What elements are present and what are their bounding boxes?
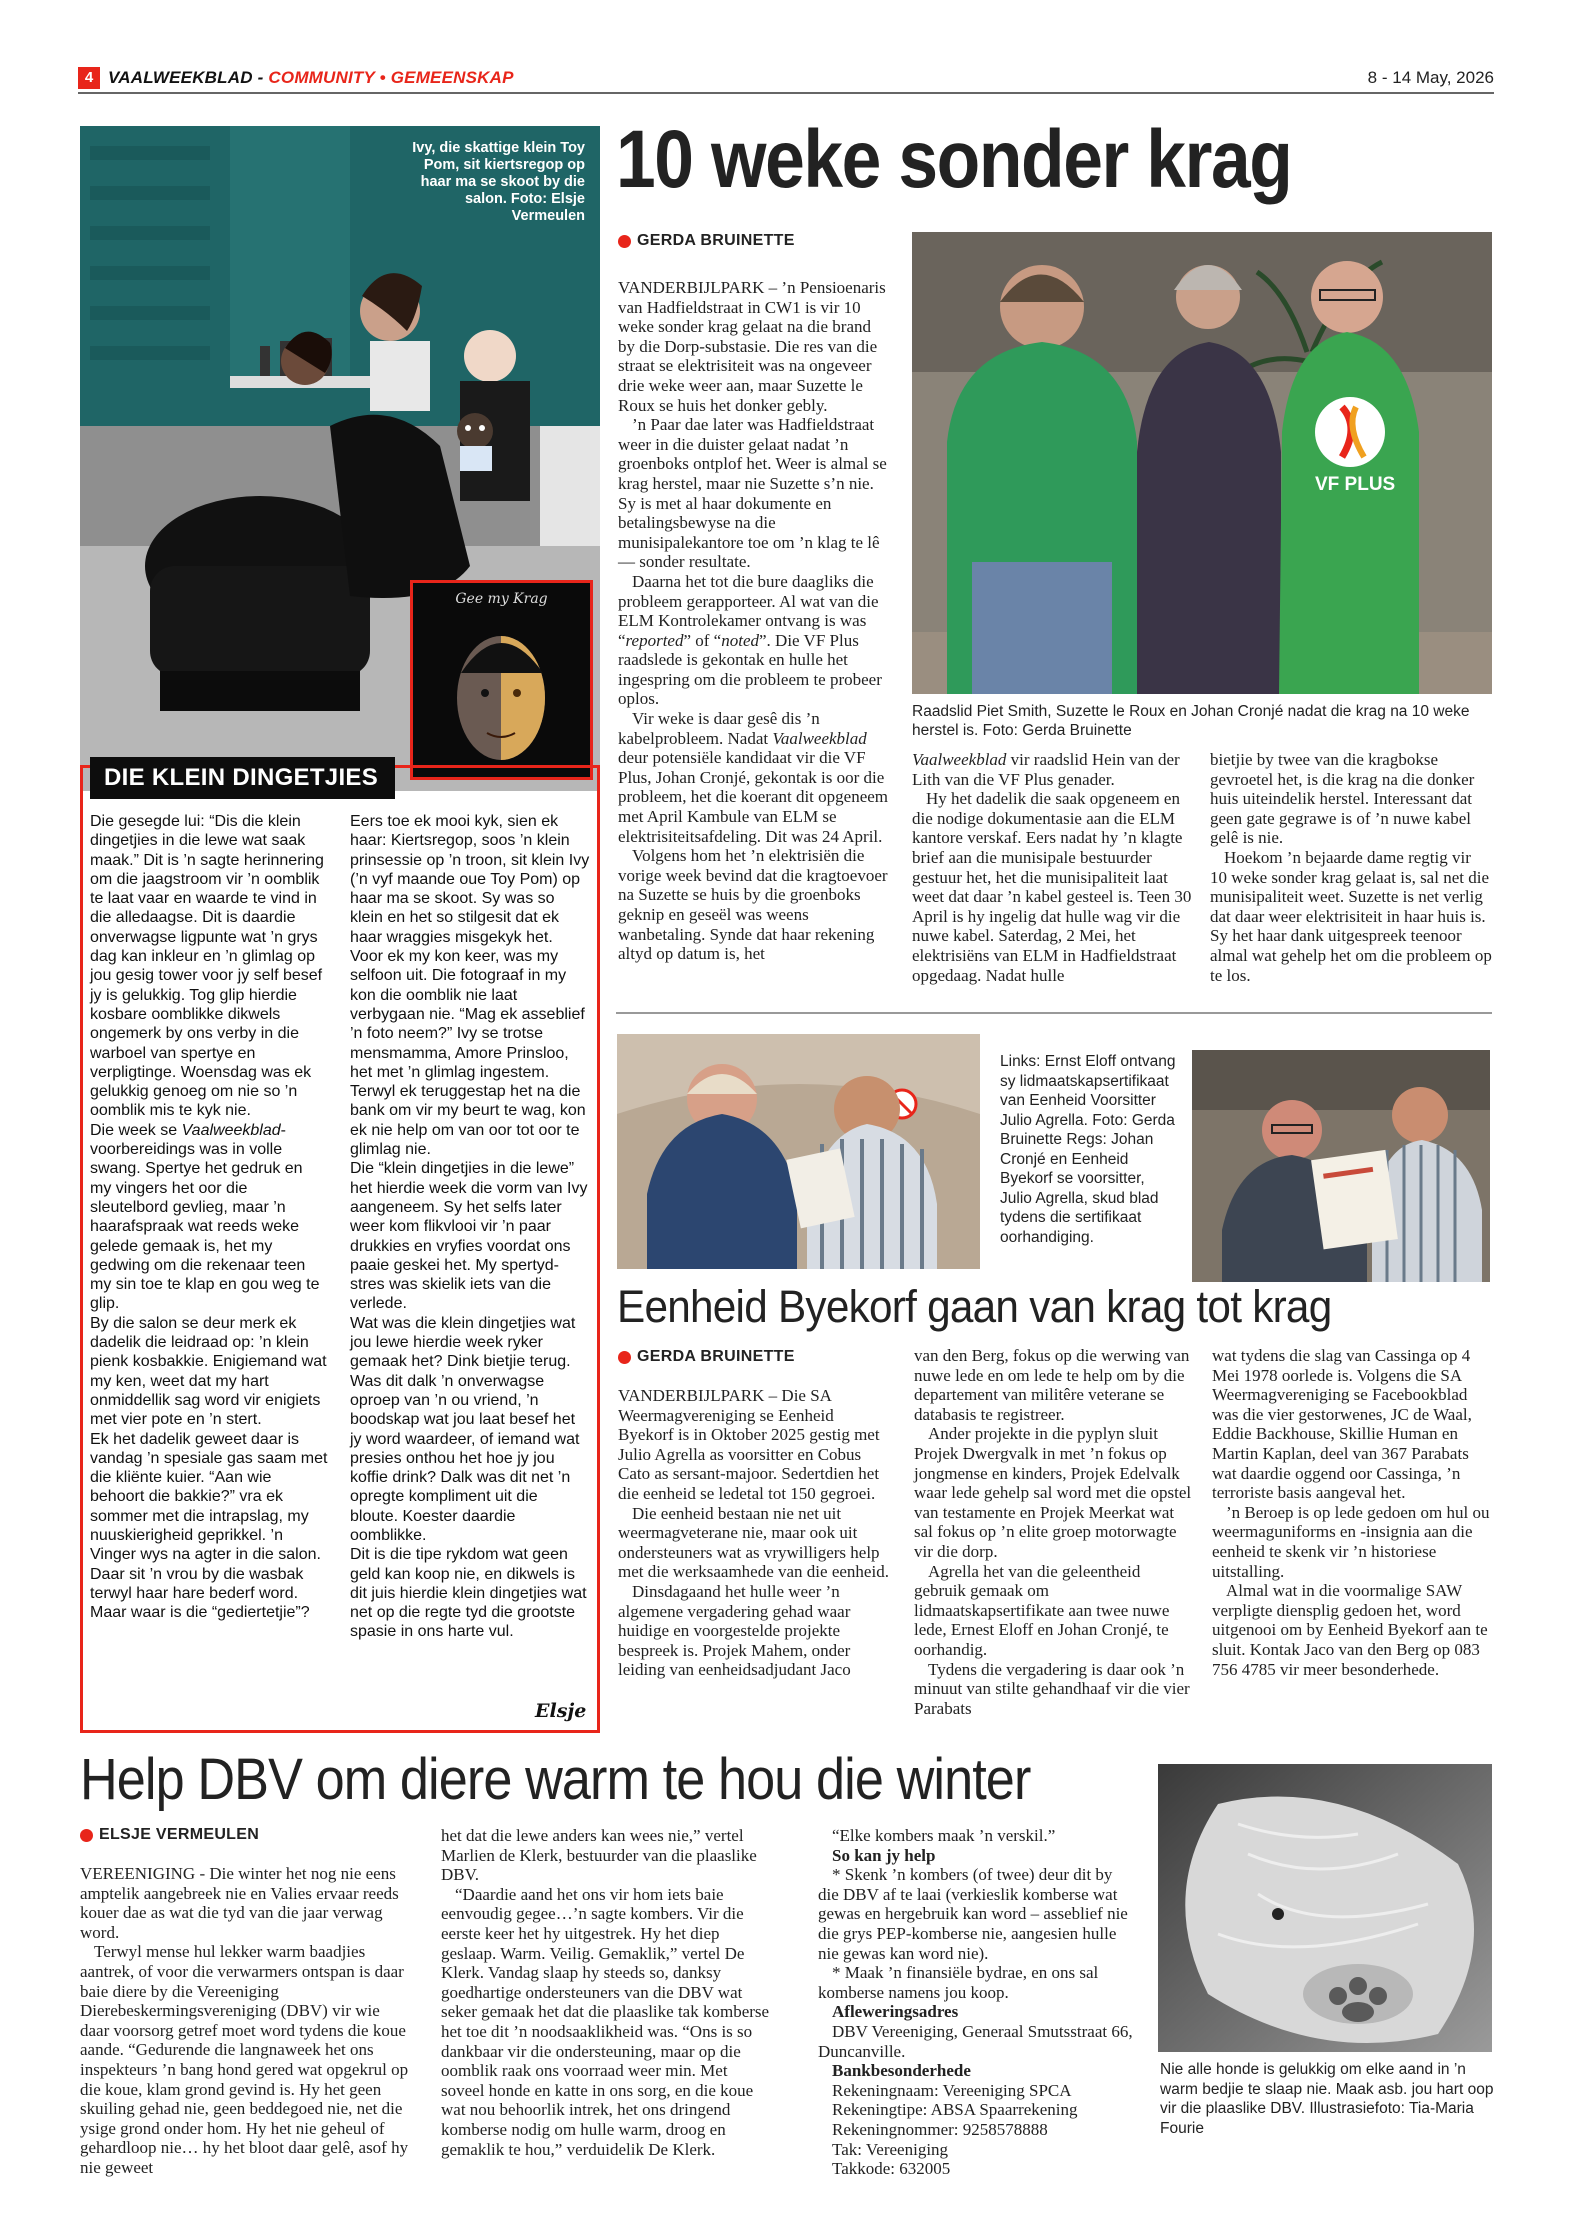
story1-para: VANDERBIJLPARK – ’n Pensioenaris van Hadfieldstraat in CW1 is vir 10 weke sonder krag gelaat na die brand by die Dorp-substasie. Die res van die straat se elektrisiteit was na ongeveer drie weke weer aan, maar Suzette le Roux se huis het donker gebly. [618, 278, 886, 415]
story3-para: VEREENIGING - Die winter het nog nie eens amptelik aangebreek nie en Valies ervaar reeds kouer dae as wat die tyd van die jaar verwag word. [80, 1864, 399, 1942]
column-para: Dit is die tipe rykdom wat geen geld kan koop nie, en dikwels is dit juis hierdie klein dingetjies wat net op die regte tyd die grootste spasie in ons harte vul. [350, 1546, 587, 1641]
story3-para: het dat die lewe anders kan wees nie,” vertel Marlien de Klerk, bestuurder van die plaaslike DBV. [441, 1826, 757, 1885]
story3-para: * Skenk ’n kombers (of twee) deur dit by die DBV af te laai (verkieslik komberse wat gewas en hergebruik kan word – asseblief nie die grys PEP-komberse nie, aangesien hulle nie gewas kan word nie). [818, 1865, 1128, 1963]
bank-detail: Rekeningnommer: 9258578888 [832, 2119, 1048, 2139]
story3-byline: ELSJE VERMEULEN [80, 1826, 259, 1844]
salon-photo-caption: Ivy, die skattige klein Toy Pom, sit kiertsregop op haar ma se skoot by die salon. Foto: Elsje Vermeulen [412, 140, 585, 224]
column-para: Wat was die klein dingetjies wat jou lewe hierdie week ryker gemaak het? Dink bietjie terug. Was dit dalk ’n onverwagse oproep van ’n ou vriend, ’n boodskap wat jou laat besef het jy word waardeer, of iemand wat presies onthou het hoe jy jou koffie drink? Dalk was dit net ’n opregte kompliment uit die bloute. Koester daardie oomblikke. [350, 1314, 580, 1544]
story1-col2 [912, 750, 1192, 985]
dog-photo [1158, 1764, 1492, 2052]
story2-para: wat tydens die slag van Cassinga op 4 Mei 1978 oorlede is. Volgens die SA Weermagvereniging se Facebookblad was die vier gestorwenes, JC de Waal, Eddie Backhouse, Skillie Human en Martin Kaplan, deel van 367 Parabats wat daardie oggend oor Cassinga, ’n terroriste basis aangeval het. [1212, 1346, 1472, 1503]
column-para: Daar sit ’n vrou by die wasbak terwyl haar hare bederf word. Maar waar is die “gediertetjie”? [90, 1565, 310, 1622]
story2-para: Almal wat in die voormalige SAW verpligte diensplig gedoen het, word uitgenooi om by Eenheid Byekorf aan te sluit. Kontak Jaco van den Berg op 083 756 4785 vir meer besonderhede. [1212, 1581, 1488, 1679]
byline-dot-icon [80, 1829, 93, 1842]
story3-subhead: Bankbesonderhede [832, 2061, 971, 2081]
story2-photo-caption: Links: Ernst Eloff ontvang sy lidmaatskapsertifikaat van Eenheid Voorsitter Julio Agrella. Foto: Gerda Bruinette Regs: Johan Cronjé en Eenheid Byekorf se voorsitter, Julio Agrella, skud blad tydens die sertifikaat oorhandiging. [1000, 1053, 1176, 1246]
story1-col1 [618, 278, 890, 964]
story2-para: Dinsdagaand het hulle weer ’n algemene vergadering gehad waar huidige en voorgestelde projekte bespreek is. Projek Mahem, onder leiding van eenheidsadjudant Jaco [618, 1581, 851, 1680]
column-text-2 [350, 812, 590, 1642]
column-para: By die salon se deur merk ek dadelik die leidraad op: ’n klein pienk kosbakkie. Enigiemand wat my ken, weet dat my hart onmiddellik sag word vir enigiets met vier pote en ’n stert. [90, 1314, 327, 1429]
column-para: Die “klein dingetjies in die lewe” het hierdie week die vorm van Ivy aangeneem. Sy het selfs later weer kom flikvlooi vir ’n paar drukkies en vryfies voordat ons paaie geskei het. My spertyd-stres was skielik iets van die verlede. [350, 1160, 588, 1313]
story1-headline: 10 weke sonder krag [616, 114, 1292, 205]
story2-para: Ander projekte in die pyplyn sluit Projek Dwergvalk in met ’n fokus op jongmense en kinders, Projek Edelvalk waar lede gehelp sal word met die opstel van testamente en Projek Meerkat wat sal fokus op ’n elite groep motorwagte vir die dorp. [914, 1424, 1192, 1561]
column-para: Die week se Vaalweekblad-voorbereidings was in volle swang. Spertye het gedruk en my vingers het oor die sleutelbord gevlieg, maar ’n haarafspraak wat reeds weke gelede gemaak is, het my gedwing om die rekenaar teen my sin toe te klap en gou weg te glip. [90, 1121, 320, 1313]
story2-para: Agrella het van die geleentheid gebruik gemaak om lidmaatskapsertifikate aan twee nuwe lede, Ernest Eloff en Johan Cronjé, te oorhandig. [914, 1561, 1170, 1659]
story1-photo-caption: Raadslid Piet Smith, Suzette le Roux en Johan Cronjé nadat die krag na 10 weke herstel is. Foto: Gerda Bruinette [912, 703, 1470, 739]
story2-photo-left [617, 1034, 980, 1269]
story3-para: * Maak ’n finansiële bydrae, en ons sal komberse namens jou koop. [818, 1963, 1099, 2002]
bank-detail: Rekeningtipe: ABSA Spaarrekening [832, 2100, 1078, 2120]
column-para: Eers toe ek mooi kyk, sien ek haar: Kiertsregop, soos ’n klein prinsessie op ’n troon, sit klein Ivy (’n vyf maande oue Toy Pom) op haar ma se skoot. Sy was so klein en het so stilgesit dat ek haar wraggies misgekyk het. [350, 813, 590, 946]
story2-col1 [618, 1386, 893, 1680]
story1-para: ’n Paar dae later was Hadfieldstraat weer in die duister gelaat nadat ’n groenboks ontplof het. Weer is almal se krag herstel, maar nie Suzette s’n nie. Sy is met al haar dokumente en betalingsbewyse na die munisipalekantore toe om ’n klag te lê — sonder resultate. [618, 415, 887, 572]
column-heading: DIE KLEIN DINGETJIES [104, 764, 379, 791]
dog-photo-caption: Nie alle honde is gelukkig om elke aand in ’n warm bedjie te slaap nie. Maak asb. jou hart oop vir die plaaslike DBV. Illustrasiefoto: Tia-Maria Fourie [1160, 2061, 1494, 2137]
story3-para: “Elke kombers maak ’n verskil.” [832, 1826, 1056, 1845]
story1-para: Volgens hom het ’n elektrisiën die vorige week bevind dat die kragtoevoer na Suzette se huis by die groenboks geknip en geseël was weens wanbetaling. Synde dat haar rekening altyd op datum is, het [618, 846, 888, 964]
story1-para: Daarna het tot die bure daagliks die probleem gerapporteer. Al wat van die ELM Kontrolekamer ontvang is was “reported” of “noted”. Die VF Plus raadslede is gekontak en hulle het ingespring om die probleem te probeer oplos. [618, 571, 882, 709]
story1-col3 [1210, 750, 1492, 985]
header-rule [78, 92, 1494, 94]
column-para: Voor ek my kon keer, was my selfoon uit. Die fotograaf in my kon die oomblik nie laat verbygaan nie. “Mag ek asseblief ’n foto neem?” Ivy se trotse mensmamma, Amore Prinsloo, het met ’n glimlag ingestem. Terwyl ek teruggestap het na die bank om vir my beurt te wag, kon ek nie help om van oor tot oor te glimlag nie. [350, 948, 586, 1159]
dog-photo-illustration [1158, 1764, 1492, 2052]
bank-detail: Rekeningnaam: Vereeniging SPCA [832, 2080, 1072, 2100]
story2-para: ’n Beroep is op lede gedoen om hul ou weermaguniforms en -insignia aan die eenheid te skenk vir ’n historiese uitstalling. [1212, 1502, 1490, 1581]
column-heading-banner [90, 757, 395, 799]
book-cover [410, 580, 593, 780]
masthead-label [108, 67, 514, 89]
story2-para: van den Berg, fokus op die werwing van nuwe lede en om lede te help om by die departement van militêre veterane se databasis te registreer. [914, 1346, 1190, 1424]
story1-para: bietjie by twee van die kragbokse gevroetel het, is die krag na die donker huis uiteindelik herstel. Interessant dat geen gate gegrawe is of ’n nuwe kabel gelê is nie. [1210, 750, 1475, 848]
story3-subhead: So kan jy help [832, 1845, 936, 1865]
shirt-text: VF PLUS [1315, 474, 1396, 495]
story3-subhead: Afleweringsadres [832, 2002, 959, 2022]
story1-para: Vaalweekblad vir raadslid Hein van der Lith van die VF Plus genader. [912, 750, 1180, 789]
story3-headline: Help DBV om diere warm te hou die winter [80, 1747, 1031, 1812]
column-para: Die gesegde lui: “Dis die klein dingetjies in die lewe wat saak maak.” Dit is ’n sagte herinnering om die jaagstroom vir ’n oomblik te laat vaar en waarde te vind in die alledaagse. Dit is daardie onverwagse ligpunte wat ’n grys dag kan inkleur en ’n glimlag op jou gesig tower voor jy self besef jy is gelukkig. Tog glip hierdie kosbare oomblikke dikwels ongemerk by ons verby in die warboel van spertye en verpligtinge. Woensdag was ek gelukkig genoeg om nie so ’n oomblik mis te kyk nie. [90, 813, 324, 1120]
column-para: Ek het dadelik geweet daar is vandag ’n spesiale gas saam met die kliënte kuier. “Aan wie behoort die bakkie?” vra ek sommer met die intrapslag, my nuuskierigheid geprikkel. ’n Vinger wys na agter in die salon. [90, 1430, 328, 1564]
bank-detail: Takkode: 632005 [832, 2159, 951, 2179]
story2-photo-right [1192, 1050, 1490, 1282]
story2-byline: GERDA BRUINETTE [618, 1348, 795, 1366]
story2-col2 [914, 1346, 1194, 1718]
byline-dot-icon [618, 1351, 631, 1364]
story3-para: Terwyl mense hul lekker warm baadjies aantrek, of voor die verwarmers ontspan is daar baie diere by die Vereeniging Dierebeskermingsvereniging (DBV) vir wie daar voorsorg getref moet word tydens die koue aande. “Gedurende die langnaweek het ons inspekteurs ’n bang hond gered wat opgekrul op die koue, klam grond gevind is. Hy het geen skuiling gehad nie, geen beddegoed nie, net die ysige grond onder hom. Hy het nie geheul of gehardloop nie… hy het bloot daar gelê, asof hy nie geweet [80, 1942, 409, 2177]
story1-byline: GERDA BRUINETTE [618, 232, 795, 250]
author-signature: Elsje [535, 1700, 587, 1722]
story2-col3 [1212, 1346, 1492, 1679]
byline-dot-icon [618, 235, 631, 248]
bank-detail: Tak: Vereeniging [832, 2139, 949, 2159]
story3-para: DBV Vereeniging, Generaal Smutsstraat 66, Duncanville. [818, 2021, 1133, 2061]
book-face-illustration [413, 583, 590, 777]
story3-col2 [441, 1826, 771, 2159]
page-header [78, 64, 1494, 94]
story1-photo-illustration [912, 232, 1492, 694]
book-title: Gee my Krag [455, 591, 548, 607]
story1-para: Hy het dadelik die saak opgeneem en die nodige dokumentasie aan die ELM kantore verskaf. Eers nadat hy ’n klagte brief aan die munisipale bestuurder gestuur het, het die munisipaliteit laat weet dat daar ’n kabel gesteel is. Teen 30 April is hy ingelig dat hulle wag vir die nuwe kabel. Saterdag, 2 Mei, het elektrisiëns van ELM in Hadfieldstraat opgedaag. Nadat hulle [912, 789, 1192, 985]
page-number-badge: 4 [78, 67, 100, 89]
story2-photo-right-illustration [1192, 1050, 1490, 1282]
story3-col1 [80, 1864, 410, 2178]
header-separator: - [252, 68, 269, 87]
story3-para: “Daardie aand het ons vir hom iets baie eenvoudig gegee…’n sagte kombers. Vir die eerste keer het hy uitgestrek. Hy het diep geslaap. Warm. Veilig. Gemaklik,” vertel De Klerk. Vandag slaap hy steeds so, danksy goedhartige ondersteuners van die DBV wat seker gemaak het dat die plaaslike tak komberse het toe dit ’n noodsaaklikheid was. “Ons is so dankbaar vir die ondersteuning, maar op die oomblik raak ons voorraad weer min. Met soveel honde en katte in ons sorg, en die koue wat nou behoorlik intrek, het ons dringend komberse nodig om hulle warm, droog en gemaklik te hou,” verduidelik De Klerk. [441, 1884, 770, 2159]
issue-date: 8 - 14 May, 2026 [1367, 68, 1494, 87]
story1-photo [912, 232, 1492, 694]
story1-para: Hoekom ’n bejaarde dame regtig vir 10 weke sonder krag gelaat is, sal net die munisipaliteit weet. Suzette is net verlig dat daar weer elektrisiteit in haar huis is. Sy het haar dank uitgespreek teenoor almal wat gehelp het om die probleem op te los. [1210, 847, 1492, 985]
story2-para: VANDERBIJLPARK – Die SA Weermagvereniging se Eenheid Byekorf is in Oktober 2025 gestig met Julio Agrella as voorsitter en Cobus Cato as sersant-majoor. Sedertdien het die eenheid se ledetal tot 150 gegroei. [618, 1386, 880, 1503]
story2-headline: Eenheid Byekorf gaan van krag tot krag [617, 1281, 1332, 1332]
section-name: COMMUNITY • GEMEENSKAP [268, 68, 514, 87]
story1-para: Vir weke is daar gesê dis ’n kabelprobleem. Nadat Vaalweekblad deur potensiële kandidaat vir die VF Plus, Johan Cronjé, gekontak is oor die probleem, het die koerant dit opgeneem met April Kambule van ELM se elektrisiteitsafdeling. Dit was 24 April. [618, 709, 889, 846]
column-text-1 [90, 812, 328, 1622]
story1-bottom-rule [616, 1012, 1492, 1014]
paper-name: VAALWEEKBLAD [108, 68, 253, 87]
story2-photo-left-illustration [617, 1034, 980, 1269]
story2-para: Tydens die vergadering is daar ook ’n minuut van stilte gehandhaaf vir die vier Parabats [914, 1659, 1190, 1718]
story2-para: Die eenheid bestaan nie net uit weermagveterane nie, maar ook uit ondersteuners wat as vrywilligers help met die werksaamhede van die eenheid. [618, 1503, 889, 1582]
story3-col3 [818, 1826, 1136, 2179]
